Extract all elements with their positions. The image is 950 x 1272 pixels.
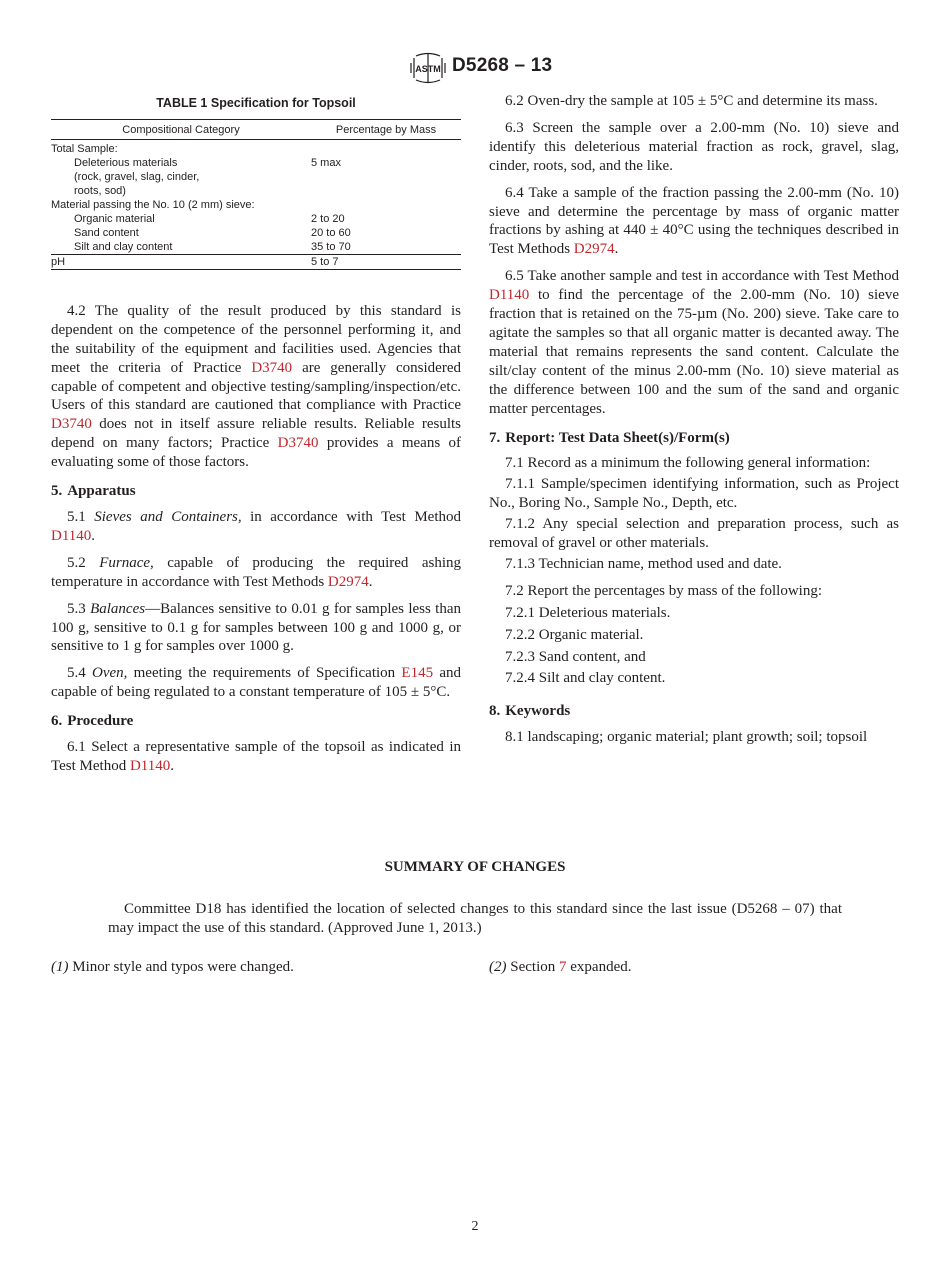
paragraph-5-3: 5.3 Balances—Balances sensitive to 0.01 g for samples less than 100 g, sensitive to 0.1 g for samples between 100 g and 1000 g, or sensitive to 1 g for samples over 1000 g. [51, 600, 461, 655]
section-heading-procedure: 6. Procedure [51, 713, 134, 730]
table-cell: 5 to 7 [311, 254, 461, 269]
left-column [51, 92, 461, 784]
table-cell [311, 139, 461, 156]
topsoil-spec-table [51, 119, 461, 270]
ref-link-d1140[interactable]: D1140 [129, 757, 171, 774]
paragraph-7-1-2: 7.1.2 Any special selection and preparation process, such as removal of gravel or other materials. [489, 516, 899, 552]
astm-logo [408, 52, 448, 84]
ref-link-d2974[interactable]: D2974 [327, 573, 369, 590]
table-title: TABLE 1 Specification for Topsoil [156, 96, 356, 110]
paragraph-5-1: 5.1 Sieves and Containers, in accordance with Test Method D1140. [51, 508, 462, 544]
summary-of-changes-title: SUMMARY OF CHANGES [384, 859, 566, 875]
paragraph-7-1: 7.1 Record as a minimum the following general information: [505, 455, 871, 472]
table-row [51, 170, 461, 184]
table-header-category: Compositional Category [51, 119, 311, 139]
table-row [51, 198, 461, 212]
section-heading-report: 7. Report: Test Data Sheet(s)/Form(s) [489, 429, 730, 446]
table-row [51, 240, 461, 255]
change-item-1: (1) Minor style and typos were changed. [51, 959, 294, 975]
ref-link-section-7[interactable]: 7 [559, 959, 567, 975]
paragraph-6-3: 6.3 Screen the sample over a 2.00-mm (No. 10) sieve and identify this deleterious material fraction as rock, gravel, slag, cinder, roots, sod, and the like. [489, 119, 899, 174]
paragraph-8-1: 8.1 landscaping; organic material; plant growth; soil; topsoil [505, 729, 868, 746]
table-row [51, 254, 461, 269]
paragraph-6-5: 6.5 Take another sample and test in accordance with Test Method D1140 to find the percentage of the 2.00-mm (No. 10) sieve fraction that is retained on the 75-µm (No. 200) sieve. Take care to agitate the samples so that all organic matter is decanted away. The material that remains represents the sand content. Calculate the silt/clay content of the minus 2.00-mm (No. 10) sieve material as the difference between 100 and the sum of the sand and organic matter percentages. [489, 268, 899, 417]
paragraph-5-4: 5.4 Oven, meeting the requirements of Specification E145 and capable of being regulated to a constant temperature of 105 ± 5°C. [51, 665, 461, 701]
paragraph-7-1-1: 7.1.1 Sample/specimen identifying information, such as Project No., Boring No., Sample No., Depth, etc. [489, 476, 899, 512]
paragraph-7-1-3: 7.1.3 Technician name, method used and date. [505, 555, 782, 572]
section-heading-keywords: 8. Keywords [489, 703, 571, 720]
ref-link-d3740[interactable]: D3740 [251, 359, 293, 376]
table-row [51, 226, 461, 240]
table-cell [311, 198, 461, 212]
table-row [51, 184, 461, 198]
list-item: 7.2.4 Silt and clay content. [505, 670, 666, 687]
paragraph-5-2: 5.2 Furnace, capable of producing the required ashing temperature in accordance with Test Methods D2974. [51, 554, 462, 590]
paragraph-4-2: 4.2 The quality of the result produced by this standard is dependent on the competence of the personnel performing it, and the suitability of the equipment and facilities used. Agencies that meet the criteria of Practice D3740 are generally considered capable of competent and objective testing/sampling/inspection/etc. Users of this standard are cautioned that compliance with Practice D3740 does not in itself assure reliable results. Reliable results depend on many factors; Practice D3740 provides a means of evaluating some of those factors. [51, 302, 461, 471]
table-cell: (rock, gravel, slag, cinder, [74, 170, 200, 183]
table-row [51, 212, 461, 226]
table-cell: Sand content [74, 226, 139, 239]
summary-of-changes-body: Committee D18 has identified the location of selected changes to this standard since the last issue (D5268 – 07) that may impact the use of this standard. (Approved June 1, 2013.) [108, 901, 842, 936]
table-cell: pH [51, 254, 311, 269]
change-item-2: (2) Section 7 expanded. [489, 959, 632, 975]
ref-link-d3740[interactable]: D3740 [277, 435, 319, 452]
paragraph-6-2: 6.2 Oven-dry the sample at 105 ± 5°C and determine its mass. [505, 93, 878, 109]
table-cell: 20 to 60 [311, 226, 351, 239]
list-item: 7.2.1 Deleterious materials. [505, 604, 671, 621]
paragraph-6-1: 6.1 Select a representative sample of the topsoil as indicated in Test Method D1140. [51, 739, 461, 774]
table-cell: Silt and clay content [74, 240, 173, 253]
table-cell: Deleterious materials [74, 156, 178, 169]
right-column [489, 92, 899, 755]
table-header-percentage: Percentage by Mass [311, 119, 461, 139]
page-number: 2 [471, 1219, 479, 1234]
paragraph-7-2: 7.2 Report the percentages by mass of the following: [505, 582, 823, 599]
paragraph-6-4: 6.4 Take a sample of the fraction passing the 2.00-mm (No. 10) sieve and determine the percentage by mass of organic matter fractions by ashing at 440 ± 40°C using the techniques described in Test Methods D2974. [489, 184, 899, 258]
ref-link-d1140[interactable]: D1140 [51, 527, 92, 544]
ref-link-d1140[interactable]: D1140 [489, 287, 530, 304]
section-heading-apparatus: 5. Apparatus [51, 483, 136, 500]
table-cell: Material passing the No. 10 (2 mm) sieve: [51, 198, 255, 211]
table-cell: Total Sample: [51, 142, 118, 155]
table-cell: 2 to 20 [311, 212, 345, 225]
standard-designation: D5268 – 13 [452, 55, 553, 76]
astm-logo-text: ASTM [415, 64, 441, 74]
table-cell: Organic material [74, 212, 155, 225]
table-row [51, 139, 461, 156]
list-item: 7.2.2 Organic material. [505, 626, 644, 643]
list-item: 7.2.3 Sand content, and [505, 648, 646, 665]
table-cell [311, 170, 461, 184]
table-cell: 5 max [311, 156, 341, 169]
ref-link-d2974[interactable]: D2974 [573, 241, 615, 258]
table-cell: 35 to 70 [311, 240, 351, 253]
table-row [51, 156, 461, 170]
table-cell [311, 184, 461, 198]
table-cell: roots, sod) [74, 184, 126, 197]
ref-link-e145[interactable]: E145 [401, 665, 434, 682]
ref-link-d3740[interactable]: D3740 [51, 416, 92, 433]
